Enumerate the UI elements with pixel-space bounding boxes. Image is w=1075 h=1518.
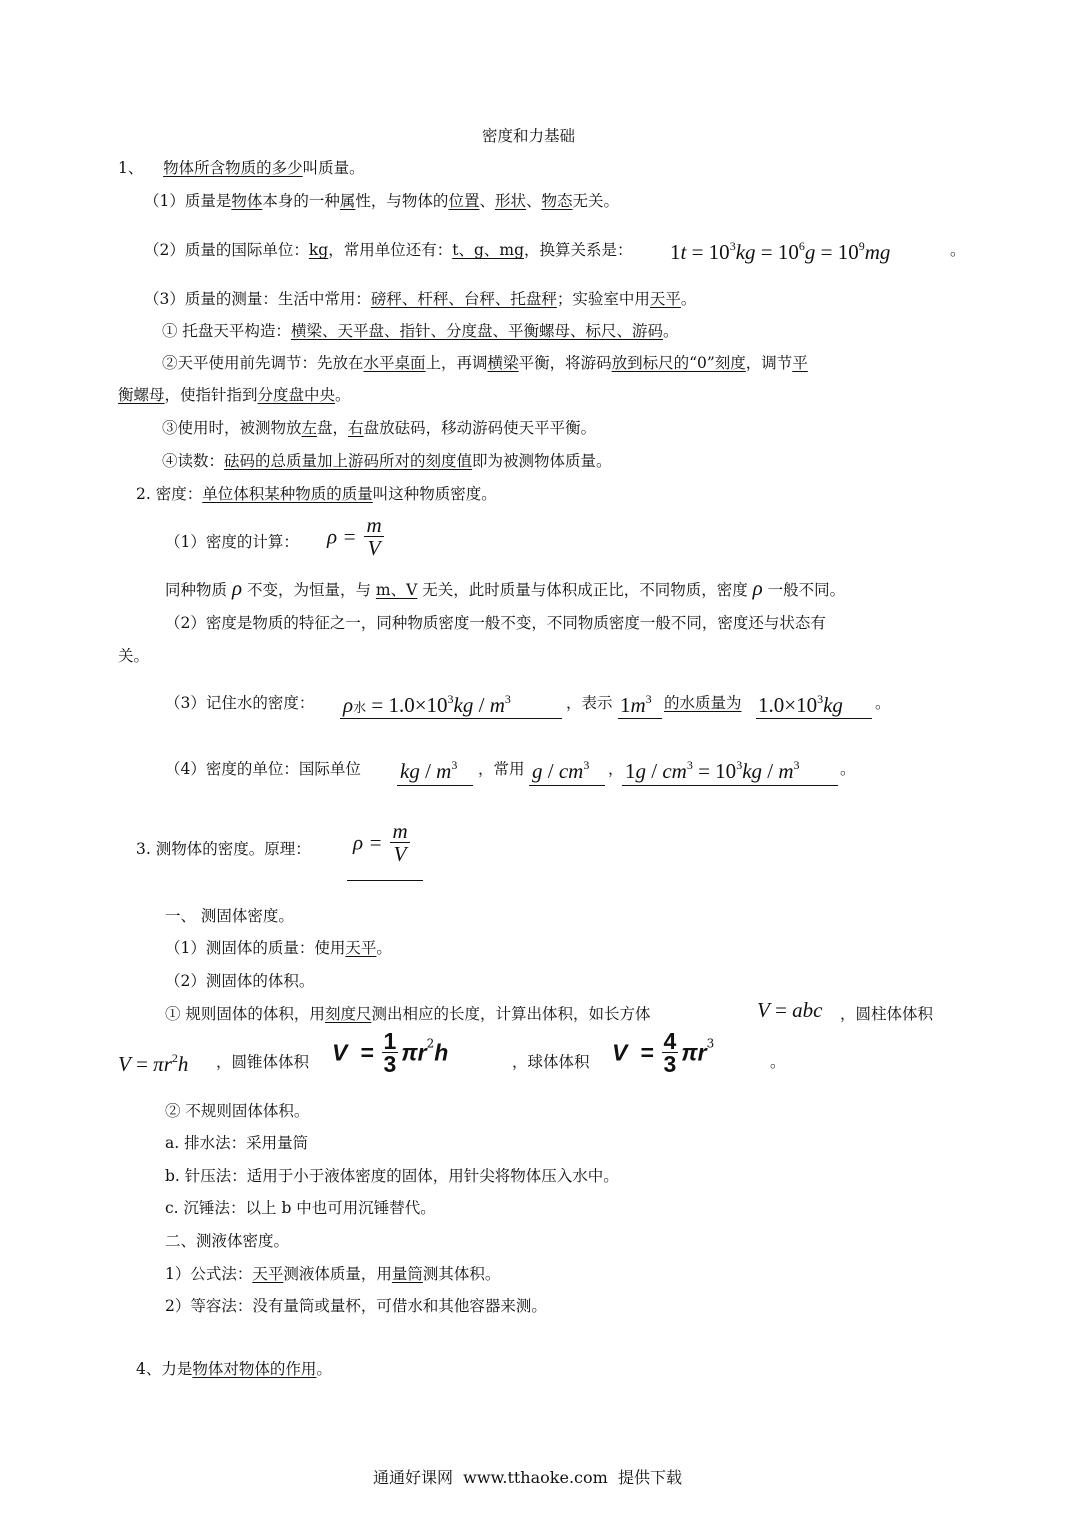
s3-i: 一、 测固体密度。 [165,907,294,925]
t: ，调节 [745,354,793,372]
s3-r2-end: 。 [770,1053,786,1071]
s1-line3 [144,288,696,310]
one-cubic-meter: $1m^3$ [620,692,652,717]
s1-c2b [118,384,351,406]
s3-a: a. 排水法：采用量筒 [165,1134,309,1152]
t: 磅秤、杆秤、台秤、托盘秤 [370,290,557,308]
t: 无关。 [572,192,620,210]
cone-volume-formula: V = $\frac{1}{3}$ $\pi r^2h$ [332,1028,449,1077]
t: （2）质量的国际单位： [144,241,309,259]
t: 测出相应的长度，计算出体积，如长方体 [371,1005,651,1023]
t: 同种物质 [165,581,232,599]
cylinder-volume-formula: $V = \pi r^2h$ [118,1051,189,1076]
underline [756,718,872,719]
underline [618,718,662,719]
s1-keyword: 物体所含物质的多少 [163,159,303,177]
t: 放到标尺的“0”刻度 [611,354,746,372]
t: ρ [752,576,763,600]
s3-i1 [165,937,392,959]
s2-p3 [165,692,314,714]
s4-line [136,1358,332,1380]
underline [340,718,562,719]
s2-p4-comma: ， [608,760,624,778]
density-unit-conversion: $1g / cm^3 = 10^3kg / m^3$ [625,758,800,783]
s2-same [165,577,845,601]
s2-p3-end: 。 [875,694,891,712]
s2-p4-end: 。 [840,760,856,778]
s3-ii2: 2）等容法：没有量筒或量杯，可借水和其他容器来测。 [165,1297,547,1315]
t: 右 [348,419,364,437]
s3-irr: ② 不规则固体体积。 [165,1102,310,1120]
t: 水平桌面 [363,354,426,372]
s2-calc-label: （1）密度的计算： [165,533,299,551]
t: 平衡，将游码 [518,354,612,372]
t: 、 [479,192,495,210]
page-footer: 通通好课网 www.tthaoke.com 提供下载 [373,1468,682,1487]
t: 。 [376,939,392,957]
t: t、g、mg [452,241,524,259]
density-formula [327,514,387,559]
t: ，常用单位还有： [328,241,453,259]
t: 形状 [494,192,526,210]
t: 物体对物体的作用 [192,1360,317,1378]
t: 衡螺母 [118,386,165,404]
t: （3）记住水的密度： [165,694,315,712]
t: m、V [375,581,418,599]
t: 天平 [649,290,681,308]
s3-c: c. 沉锤法：以上 b 中也可用沉锤替代。 [165,1199,436,1217]
s2-p4-mid: ，常用 [478,760,525,778]
underline [397,785,473,786]
t: 天平 [252,1265,284,1283]
t: 4、力是 [136,1360,193,1378]
t: 单位体积某种物质的质量 [202,485,373,503]
t: 盘放砝码，移动游码使天平平衡。 [363,419,597,437]
t: 测液体质量，用 [283,1265,392,1283]
t: ① 托盘天平构造： [162,322,291,340]
t: 天平 [345,939,377,957]
s3-b: b. 针压法：适用于小于液体密度的固体，用针尖将物体压入水中。 [165,1167,619,1185]
s3-heading: 3. 测物体的密度。原理： [136,840,311,858]
t: ρ [231,576,243,600]
s1-heading [118,157,365,179]
t: m [366,513,382,537]
t: ρ = [327,524,357,549]
t: 分度盘中央 [257,386,336,404]
s3-r2-cone-label: ，圆锥体体积 [216,1053,310,1071]
s2-p4: （4）密度的单位：国际单位 [165,760,361,778]
s3-i2: （2）测固体的体积。 [165,972,315,990]
t: （3）质量的测量：生活中常用： [144,290,371,308]
t: 盘， [317,419,349,437]
si-density-unit: kg / $m^3$ [400,758,458,783]
t: 物体 [231,192,263,210]
t: 。 [680,290,697,308]
t: ① 规则固体的体积，用 [165,1005,325,1023]
t: 性，与物体的 [355,192,449,210]
mass-conversion-formula: $1t = 10^3kg = 10^6g = 10^9mg$ [670,239,891,264]
t: 左 [301,419,318,437]
underline [347,880,423,881]
t: 不变，为恒量，与 [242,581,376,599]
t: 。 [335,386,351,404]
s3-ii: 二、测液体密度。 [165,1232,290,1250]
s1-c4 [162,450,612,472]
t: 平 [792,354,808,372]
water-mass-value: $1.0\times 10^3kg$ [758,692,843,717]
t: 2. 密度： [136,485,203,503]
t: 一般不同。 [762,581,846,599]
t: 、 [525,192,542,210]
t: （1）测固体的质量：使用 [165,939,346,957]
t: 。 [316,1360,332,1378]
water-density-formula: ρ水 = $1.0\times 10^3kg / m^3$ [343,692,511,717]
t: 砝码的总质量加上游码所对的刻度值 [224,452,473,470]
t: 物态 [541,192,573,210]
s1-line1 [144,190,619,212]
t: 本身的一种 [262,192,340,210]
t: 测其体积。 [422,1265,501,1283]
t: 上，再调 [425,354,488,372]
s1-line2-end: 。 [950,241,966,259]
t: ②天平使用前先调节：先放在 [162,354,364,372]
s2-p3-mid [566,692,613,714]
t: ，表示 [566,694,613,712]
s2-p3-water: 的水质量为 [664,694,742,712]
page-title: 密度和力基础 [482,127,576,145]
t: 位置 [448,192,480,210]
t: 刻度尺 [324,1005,372,1023]
s1-text: 叫质量。 [302,159,365,177]
underline [529,785,605,786]
s2-p2a: （2）密度是物质的特征之一，同种物质密度一般不变，不同物质密度一般不同，密度还与状态有 [165,614,826,632]
t: ③使用时，被测物放 [162,419,302,437]
t: 属 [339,192,356,210]
s3-r1-end: ，圆柱体体积 [840,1005,934,1023]
common-density-unit: g / $cm^3$ [532,758,590,783]
t: 无关，此时质量与体积成正比，不同物质，密度 [417,581,753,599]
t: V [367,536,381,560]
t: 横梁 [487,354,519,372]
t: 即为被测物体质量。 [472,452,612,470]
s3-r2-sphere-label: ，球体体积 [512,1053,590,1071]
t: 叫这种物质密度。 [372,485,497,503]
t: 量筒 [391,1265,423,1283]
principle-formula: ρ = $\frac{m}{V}$ [353,819,408,866]
cuboid-volume-formula: V = abc [757,998,823,1022]
t: 横梁、天平盘、指针、分度盘、平衡螺母、标尺、游码 [290,322,663,340]
t: 。 [662,322,679,340]
s1-c2a [162,352,808,374]
t: ，换算关系是： [524,241,633,259]
s3-r1 [165,1003,650,1025]
t: 1）公式法： [165,1265,253,1283]
s2-p2b: 关。 [118,647,150,665]
t: kg [308,241,329,259]
underline [622,785,838,786]
s1-c1 [162,320,678,342]
t: ④读数： [162,452,225,470]
s1-number: 1、 [118,159,144,177]
t: ，使指针指到 [164,386,258,404]
s2-heading [136,483,497,505]
t: ；实验室中用 [556,290,650,308]
t: （1）质量是 [144,192,232,210]
sphere-volume-formula: V = $\frac{4}{3}$ $\pi r^3$ [612,1028,715,1077]
s1-line2 [144,239,633,261]
s3-ii1 [165,1263,500,1285]
s1-c3 [162,417,596,439]
